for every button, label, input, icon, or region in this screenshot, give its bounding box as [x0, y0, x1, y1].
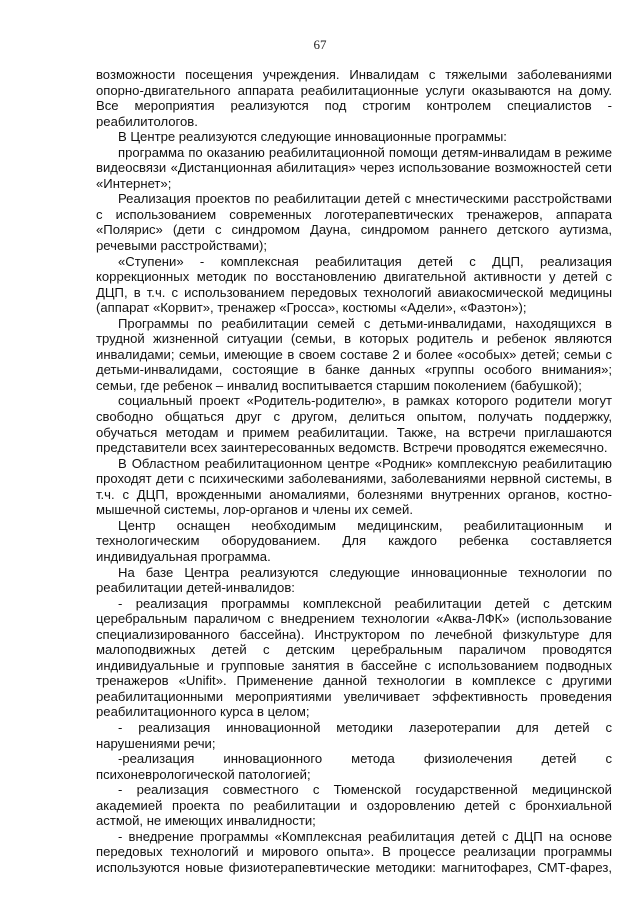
paragraph: -реализация инновационного метода физиолечения детей с психоневрологической патологией;	[96, 751, 612, 782]
paragraph: Реализация проектов по реабилитации детей с мнестическими расстройствами с использованием современных логотерапевтических тренажеров, аппарата «Полярис» (дети с синдромом Дауна, синдромом раннего детского аутизма, речевыми расстройствами);	[96, 191, 612, 254]
document-body	[96, 67, 612, 875]
paragraph: - реализация инновационной методики лазеротерапии для детей с нарушениями речи;	[96, 719, 612, 751]
paragraph: На базе Центра реализуются следующие инновационные технологии по реабилитации детей-инвалидов:	[96, 564, 612, 596]
paragraph: Центр оснащен необходимым медицинским, реабилитационным и технологическим оборудованием. Для каждого ребенка составляется индивидуальная программа.	[96, 517, 612, 564]
paragraph: В Центре реализуются следующие инновационные программы:	[118, 129, 507, 145]
paragraph: возможности посещения учреждения. Инвалидам с тяжелыми заболеваниями опорно-двигательного аппарата реабилитационные услуги оказываются на дому. Все мероприятия реализуются под строгим контролем специалистов - реабилитологов.	[96, 67, 612, 129]
paragraph: «Ступени» - комплексная реабилитация детей с ДЦП, реализация коррекционных методик по восстановлению двигательной активности у детей с ДЦП, в т.ч. с использованием передовых технологий авиакосмической медицины (аппарат «Корвит», тренажер «Гросса», костюмы «Адели», «Фаэтон»);	[96, 253, 612, 316]
paragraph: В Областном реабилитационном центре «Родник» комплексную реабилитацию проходят дети с психическими заболеваниями, заболеваниями нервной системы, в т.ч. с ДЦП, врожденными аномалиями, болезнями внутренних органов, костно-мышечной системы, лор-органов и члены их семей.	[96, 455, 612, 518]
paragraph: - внедрение программы «Комплексная реабилитация детей с ДЦП на основе передовых технологий и мирового опыта». В процессе реализации программы используются новые физиотерапевтические методики: магнитофарез, СМТ-фарез,	[96, 828, 612, 875]
paragraph: программа по оказанию реабилитационной помощи детям-инвалидам в режиме видеосвязи «Дистанционная абилитация» через использование возможностей сети «Интернет»;	[96, 144, 612, 191]
paragraph: социальный проект «Родитель-родителю», в рамках которого родители могут свободно общаться друг с другом, делиться опытом, получать поддержку, обучаться методам и примем реабилитации. Также, на встречи приглашаются представители всех заинтересованных ведомств. Встречи проводятся ежемесячно.	[96, 393, 612, 456]
page-number: 67	[313, 37, 327, 52]
paragraph: - реализация программы комплексной реабилитации детей с детским церебральным параличом с внедрением технологии «Аква-ЛФК» (использование специализированного бассейна). Инструктором по лечебной физкультуре для малоподвижных детей с детским церебральным параличом проводятся индивидуальные и групповые занятия в бассейне с использованием подводных тренажеров «Unifit». Применение данной технологии в комплексе с другими реабилитационными мероприятиями увеличивает эффективность проведения реабилитационного курса в целом;	[96, 595, 612, 720]
paragraph: - реализация совместного с Тюменской государственной медицинской академией проекта по реабилитации и оздоровлению детей с бронхиальной астмой, не имеющих инвалидности;	[96, 782, 612, 829]
paragraph: Программы по реабилитации семей с детьми-инвалидами, находящихся в трудной жизненной ситуации (семьи, в которых родитель и ребенок являются инвалидами; семьи, имеющие в своем составе 2 и более «особых» детей; семьи с детьми-инвалидами, состоящие в банке данных «группы особого внимания»; семьи, где ребенок – инвалид воспитывается старшим поколением (бабушкой);	[96, 315, 612, 393]
